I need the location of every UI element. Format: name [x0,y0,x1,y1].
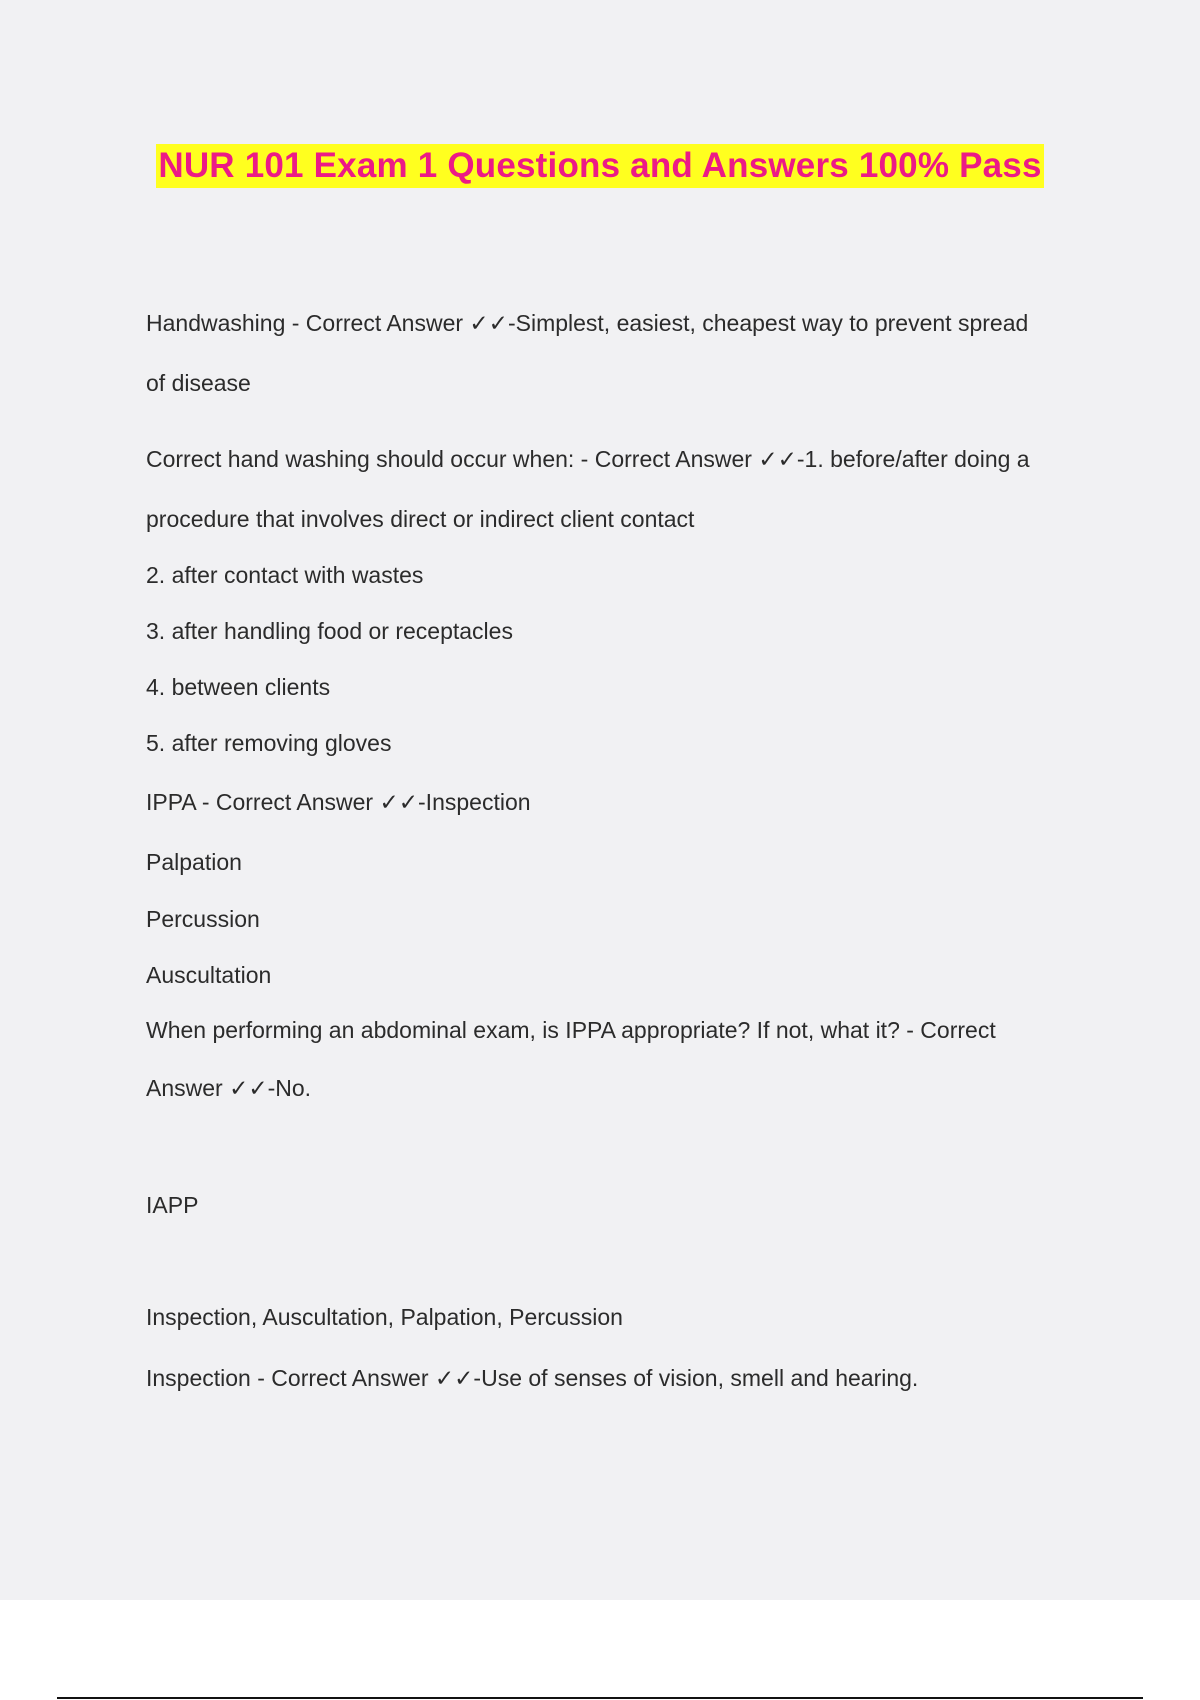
text-line: 2. after contact with wastes [146,562,424,588]
text-line: Inspection, Auscultation, Palpation, Percussion [146,1304,623,1330]
text-line: Palpation [146,849,242,875]
text-line: Percussion [146,906,260,932]
text-line: Auscultation [146,962,272,988]
footer-divider [57,1697,1143,1699]
text-line: Inspection - Correct Answer ✓✓-Use of senses of vision, smell and hearing. [146,1365,919,1391]
text-line: Correct hand washing should occur when: - Correct Answer ✓✓-1. before/after doing a [146,446,1030,472]
text-line: 5. after removing gloves [146,730,392,756]
text-line: of disease [146,370,251,396]
text-line: Handwashing - Correct Answer ✓✓-Simplest, easiest, cheapest way to prevent spread [146,310,1029,336]
text-line: 3. after handling food or receptacles [146,618,513,644]
document-title: NUR 101 Exam 1 Questions and Answers 100% Pass [156,144,1043,188]
text-line: Answer ✓✓-No. [146,1075,312,1101]
text-line: 4. between clients [146,674,331,700]
text-line: When performing an abdominal exam, is IPPA appropriate? If not, what it? - Correct [146,1017,996,1043]
text-line: IPPA - Correct Answer ✓✓-Inspection [146,789,531,815]
text-line: IAPP [146,1192,199,1218]
text-line: procedure that involves direct or indirect client contact [146,506,695,532]
title-container [0,144,1200,188]
